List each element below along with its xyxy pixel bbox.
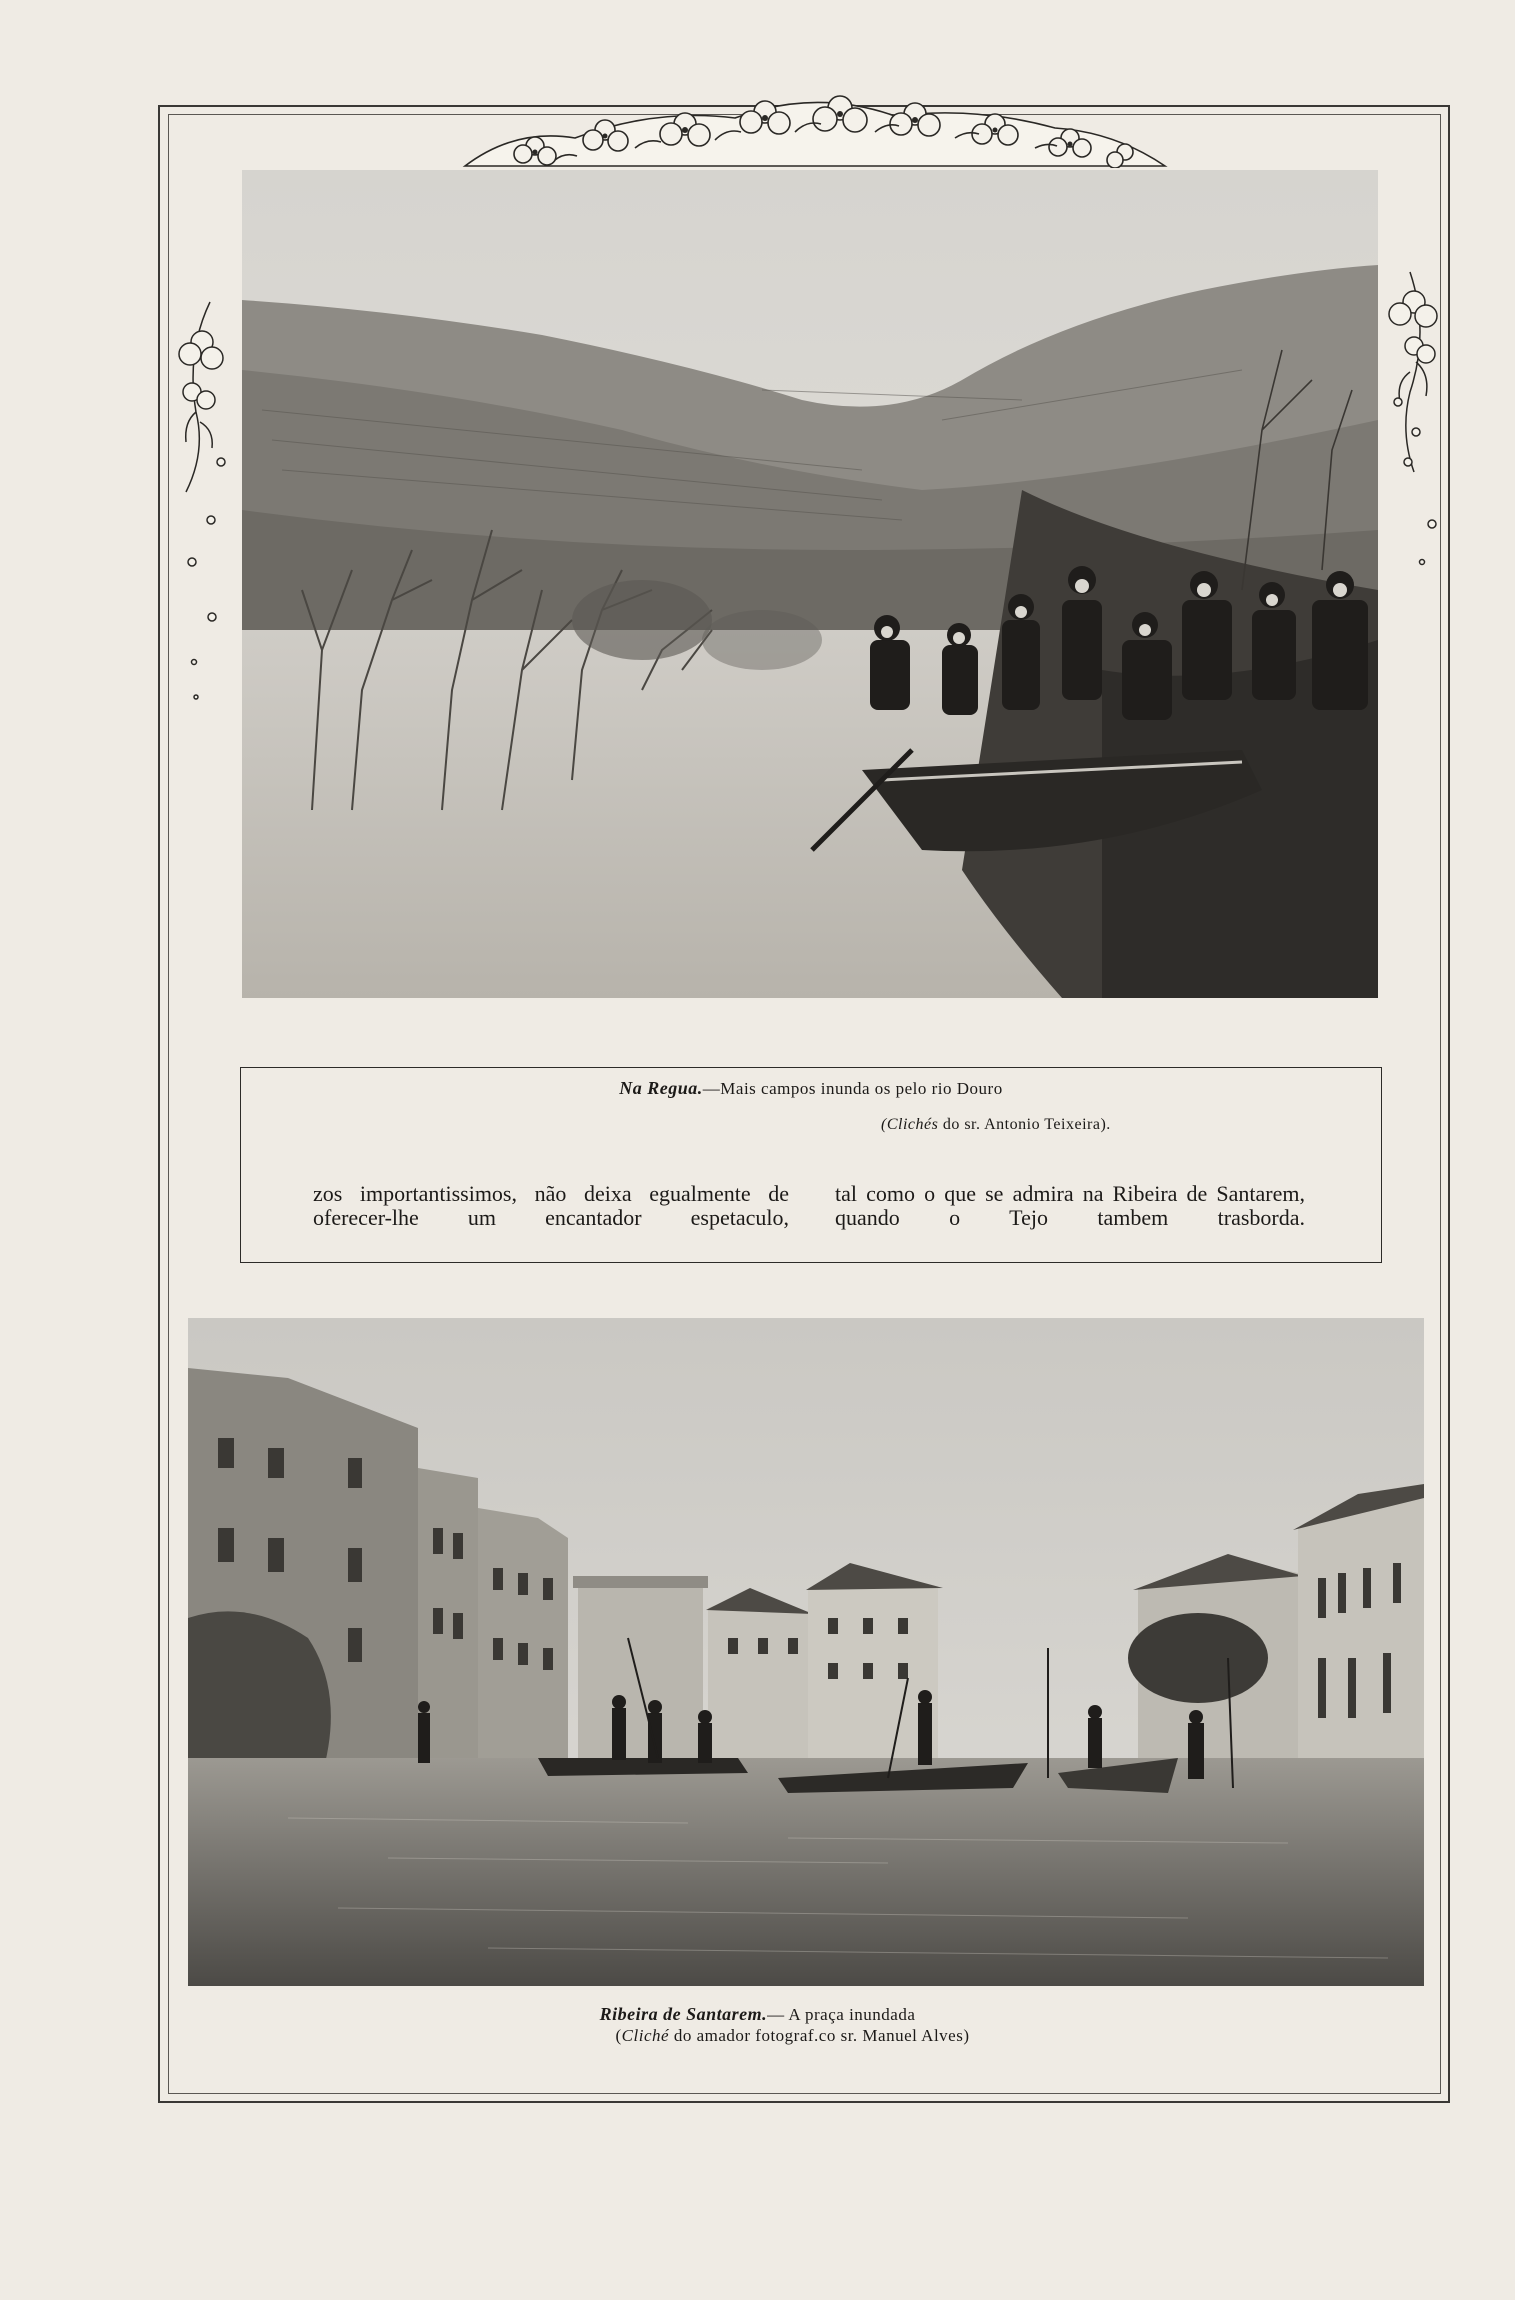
photo2-credit-open: ( [615, 2026, 622, 2045]
caption-box [240, 1067, 1382, 1263]
photo-santarem-flood [188, 1318, 1424, 1986]
photo1-caption-text: —Mais campos inunda os pelo rio Douro [702, 1079, 1003, 1098]
photo1-credit [881, 1116, 1111, 1134]
photo2-credit-italic: Cliché [621, 2026, 670, 2045]
photo1-credit-text: do sr. Antonio Teixeira). [942, 1116, 1111, 1133]
left-vine-ornament [166, 292, 246, 712]
article-left-column: zos importantissimos, não deixa egualmente de oferecer-lhe um encantador espetaculo, [313, 1181, 789, 1230]
right-vine-ornament [1370, 262, 1450, 602]
flower-garland-ornament [455, 88, 1175, 168]
photo1-caption [241, 1078, 1381, 1099]
photo2-caption-text: — A praça inundada [767, 2005, 916, 2024]
photo2-caption [0, 2004, 1515, 2046]
article-right-column: tal como o que se admira na Ribeira de Santarem, quando o Tejo tambem trasborda. [835, 1181, 1305, 1230]
photo2-caption-line1 [0, 2004, 1515, 2025]
photo2-caption-title: Ribeira de Santarem. [599, 2004, 768, 2024]
photo2-credit-text: do amador fotograf.co sr. Manuel Alves) [673, 2026, 970, 2045]
photo1-caption-title: Na Regua. [619, 1078, 703, 1098]
photo-regua-flood [242, 170, 1378, 998]
photo1-credit-italic: (Clichés [881, 1116, 939, 1133]
photo2-credit [0, 2025, 1515, 2046]
